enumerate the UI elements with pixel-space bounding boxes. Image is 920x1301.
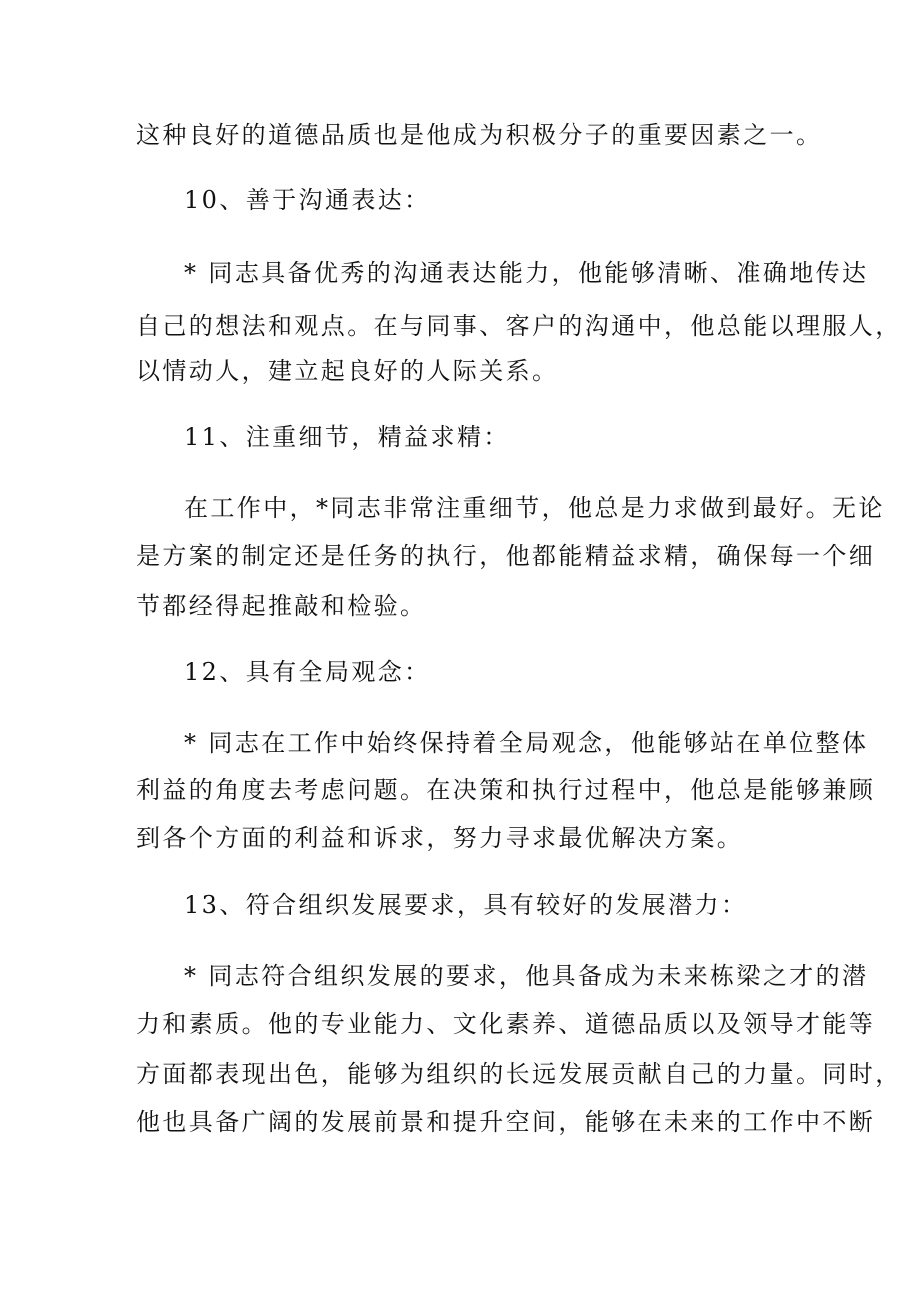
- paragraph-line: 这种良好的道德品质也是他成为积极分子的重要因素之一。: [136, 121, 823, 149]
- paragraph-line: * 同志在工作中始终保持着全局观念，他能够站在单位整体: [184, 729, 869, 757]
- paragraph-line: 到各个方面的利益和诉求，努力寻求最优解决方案。: [136, 824, 744, 852]
- paragraph-line: 以情动人，建立起良好的人际关系。: [136, 357, 559, 385]
- paragraph-line: 他也具备广阔的发展前景和提升空间，能够在未来的工作中不断: [136, 1108, 876, 1136]
- paragraph-line: 方面都表现出色，能够为组织的长远发展贡献自己的力量。同时，: [136, 1060, 902, 1088]
- section-heading-12: 12、具有全局观念：: [184, 658, 431, 686]
- section-heading-10: 10、善于沟通表达：: [184, 186, 431, 214]
- paragraph-line: 利益的角度去考虑问题。在决策和执行过程中，他总是能够兼顾: [136, 776, 876, 804]
- paragraph-line: 节都经得起推敲和检验。: [136, 592, 427, 620]
- paragraph-line: 力和素质。他的专业能力、文化素养、道德品质以及领导才能等: [136, 1010, 876, 1038]
- section-heading-13: 13、符合组织发展要求，具有较好的发展潜力：: [184, 891, 748, 919]
- paragraph-line: * 同志具备优秀的沟通表达能力，他能够清晰、准确地传达: [184, 259, 869, 287]
- section-heading-11: 11、注重细节，精益求精：: [184, 423, 510, 451]
- paragraph-line: 自己的想法和观点。在与同事、客户的沟通中，他总能以理服人，: [136, 312, 902, 340]
- paragraph-line: 是方案的制定还是任务的执行，他都能精益求精，确保每一个细: [136, 542, 876, 570]
- paragraph-line: * 同志符合组织发展的要求，他具备成为未来栋梁之才的潜: [184, 962, 869, 990]
- paragraph-line: 在工作中，*同志非常注重细节，他总是力求做到最好。无论: [184, 494, 885, 522]
